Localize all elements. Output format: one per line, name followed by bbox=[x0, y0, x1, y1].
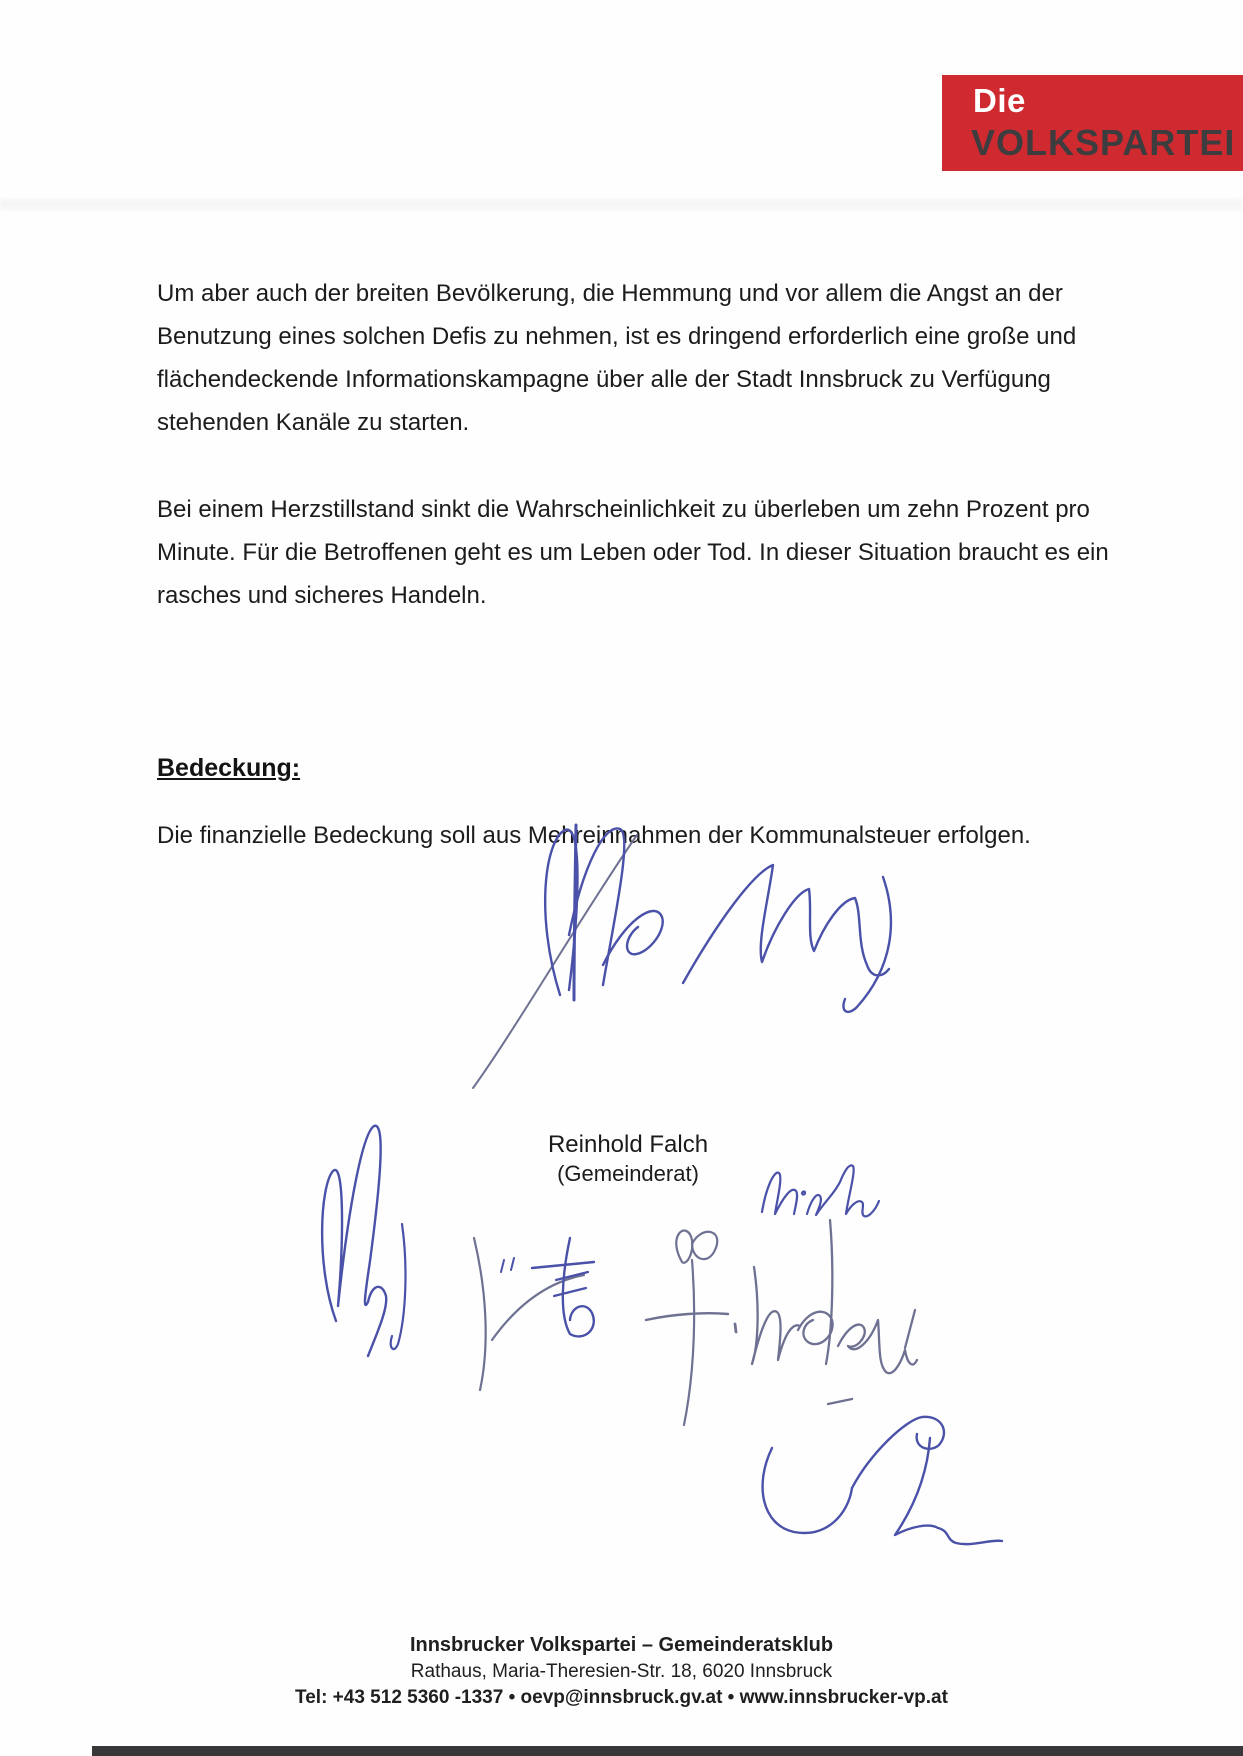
left-loop-signature bbox=[298, 1116, 428, 1366]
logo-word-volkspartei: VOLKSPARTEI bbox=[971, 122, 1236, 163]
cross-signature bbox=[452, 1220, 612, 1400]
section-heading-bedeckung: Bedeckung: bbox=[157, 754, 301, 782]
scan-bottom-edge-bar bbox=[92, 1746, 1243, 1756]
paragraph-information-campaign: Um aber auch der breiten Bevölkerung, die Hemmung und vor allem die Angst an der Benutzung eines solchen Defis zu nehmen, ist es dringend erforderlich eine große und flächendeckende Informationskampagne über alle der Stadt Innsbruck zu Verfügung stehenden Kanäle zu starten. bbox=[157, 280, 1077, 436]
signatory-role: (Gemeinderat) bbox=[557, 1161, 699, 1186]
paragraph-cardiac-arrest: Bei einem Herzstillstand sinkt die Wahrscheinlichkeit zu überleben um zehn Prozent pro Minute. Für die Betroffenen geht es um Leben oder Tod. In dieser Situation braucht es ein rasches und sicheres Handeln. bbox=[157, 496, 1109, 609]
footer-address: Rathaus, Maria-Theresien-Str. 18, 6020 Innsbruck bbox=[410, 1661, 833, 1682]
footer-contact: Tel: +43 512 5360 -1337 • oevp@innsbruck.gv.at • www.innsbrucker-vp.at bbox=[295, 1687, 948, 1708]
f-signature bbox=[638, 1220, 748, 1435]
document-footer bbox=[0, 1632, 1243, 1711]
footer-organization: Innsbrucker Volkspartei – Gemeinderatsklub bbox=[409, 1634, 834, 1656]
section-body-bedeckung: Die finanzielle Bedeckung soll aus Mehreinnahmen der Kommunalsteuer erfolgen. bbox=[157, 822, 1031, 849]
weber-signature bbox=[742, 1212, 922, 1407]
falch-signature bbox=[455, 815, 925, 1100]
signatory-block bbox=[468, 1130, 788, 1188]
scan-artifact-band bbox=[0, 199, 1243, 210]
flourish-signature bbox=[750, 1390, 1010, 1555]
volkspartei-logo bbox=[942, 75, 1243, 171]
signatory-name: Reinhold Falch bbox=[547, 1131, 709, 1158]
logo-word-die: Die bbox=[973, 82, 1026, 119]
